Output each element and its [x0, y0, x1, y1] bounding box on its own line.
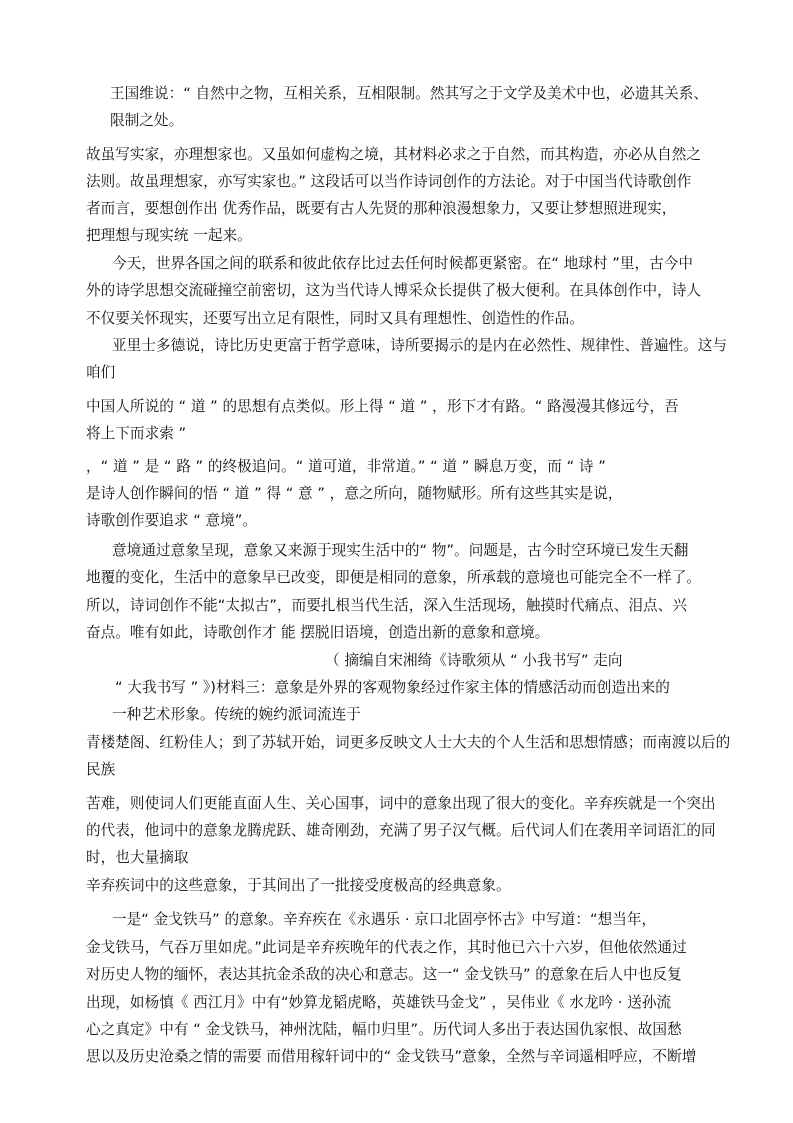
text-line: 今天，世界各国之间的联系和彼此依存比过去任何时候都更紧密。在“ 地球村 ”里，古今中: [112, 255, 694, 272]
text-line: 一是“ 金戈铁马” 的意象。辛弃疾在《永遇乐 · 京口北固亭怀古》中写道：“想当年，: [112, 911, 657, 928]
text-line: 者而言，要想创作出 优秀作品，既要有古人先贤的那种浪漫想象力，又要让梦想照进现实，: [86, 200, 677, 217]
text-line: “ 大我书写 ” 》)材料三：意象是外界的客观物象经过作家主体的情感活动而创造出来的: [115, 679, 670, 696]
text-line: 亚里士多德说，诗比历史更富于哲学意味，诗所要揭示的是内在必然性、规律性、普遍性。这与: [112, 337, 728, 354]
text-line: 辛弃疾词中的这些意象，于其间出了一批接受度极高的经典意象。: [86, 877, 511, 894]
text-line: 意境通过意象呈现，意象又来源于现实生活中的“ 物”。问题是，古今时空环境已发生天翻: [112, 542, 689, 559]
text-line: 思以及历史沧桑之情的需要 而借用稼轩词中的“ 金戈铁马”意象，全然与辛词遥相呼应，不断增: [86, 1048, 697, 1065]
text-line: 咱们: [86, 364, 116, 381]
text-line: 法则。故虽理想家，亦写实家也。” 这段话可以当作诗词创作的方法论。对于中国当代诗歌创作: [86, 173, 692, 190]
text-line: 所以，诗词创作不能“太拟古”，而要扎根当代生活，深入生活现场，触摸时代痛点、泪点、兴: [86, 597, 687, 614]
text-line: （ 摘编自宋湘绮《诗歌须从 “ 小我书写” 走向: [325, 652, 623, 669]
text-line: 王国维说：“ 自然中之物，互相关系，互相限制。然其写之于文学及美术中也，必遗其关系、: [110, 85, 709, 102]
text-line: 一种艺术形象。传统的婉约派词流连于: [112, 706, 361, 723]
text-line: 时，也大量摘取: [86, 849, 189, 866]
text-line: 青楼楚阁、红粉佳人；到了苏轼开始，词更多反映文人士大夫的个人生活和思想情感；而南渡以后的: [86, 734, 731, 751]
text-line: 中国人所说的 “ 道 ” 的思想有点类似。形上得 “ 道 ” ，形下才有路。“ 路漫漫其修远兮，吾: [86, 398, 679, 415]
text-line: 故虽写实家，亦理想家也。又虽如何虚构之境，其材料必求之于自然，而其构造，亦必从自然之: [86, 146, 702, 163]
text-line: 不仅要关怀现实，还要写出立足有限性，同时又具有理想性、创造性的作品。: [86, 310, 584, 327]
text-line: 的代表，他词中的意象龙腾虎跃、雄奇刚劲，充满了男子汉气概。后代词人们在袭用辛词语汇的同: [86, 822, 716, 839]
text-line: 对历史人物的缅怀，表达其抗金杀敌的决心和意志。这一“ 金戈铁马” 的意象在后人中也反复: [86, 966, 682, 983]
text-line: 金戈铁马，气吞万里如虎。”此词是辛弃疾晚年的代表之作，其时他已六十六岁，但他依然通过: [86, 939, 687, 956]
text-line: 奋点。唯有如此，诗歌创作才 能 摆脱旧语境，创造出新的意象和意境。: [86, 624, 550, 641]
text-line: 限制之处。: [110, 112, 184, 129]
text-line: 苦难，则使词人们更能直面人生、关心国事，词中的意象出现了很大的变化。辛弃疾就是一个突出: [86, 795, 716, 812]
text-line: 诗歌创作要追求 “ 意境”。: [86, 512, 258, 529]
text-line: 将上下而求索 ”: [86, 425, 187, 442]
text-line: 心之真定》中有 “ 金戈铁马，神州沈陆，幅巾归里”。历代词人多出于表达国仇家恨、故国愁: [86, 1021, 682, 1038]
text-line: 把理想与现实统 一起来。: [86, 227, 252, 244]
text-line: 地覆的变化，生活中的意象早已改变，即便是相同的意象，所承载的意境也可能完全不一样了。: [86, 569, 702, 586]
text-line: 民族: [86, 761, 116, 778]
text-line: 是诗人创作瞬间的悟 “ 道 ” 得 “ 意 ” ，意之所向，随物赋形。所有这些其实是说，: [86, 485, 623, 502]
text-line: ，“ 道 ” 是 “ 路 ” 的终极追问。“ 道可道，非常道。” “ 道 ” 瞬息万变，而 “ 诗 ”: [86, 458, 606, 475]
text-line: 出现，如杨慎《 西江月》中有“妙算龙韬虎略，英雄铁马金戈” ，吴伟业《 水龙吟 · 送孙流: [86, 994, 672, 1011]
text-line: 外的诗学思想交流碰撞空前密切，这为当代诗人博采众长提供了极大便利。在具体创作中，诗人: [86, 282, 702, 299]
